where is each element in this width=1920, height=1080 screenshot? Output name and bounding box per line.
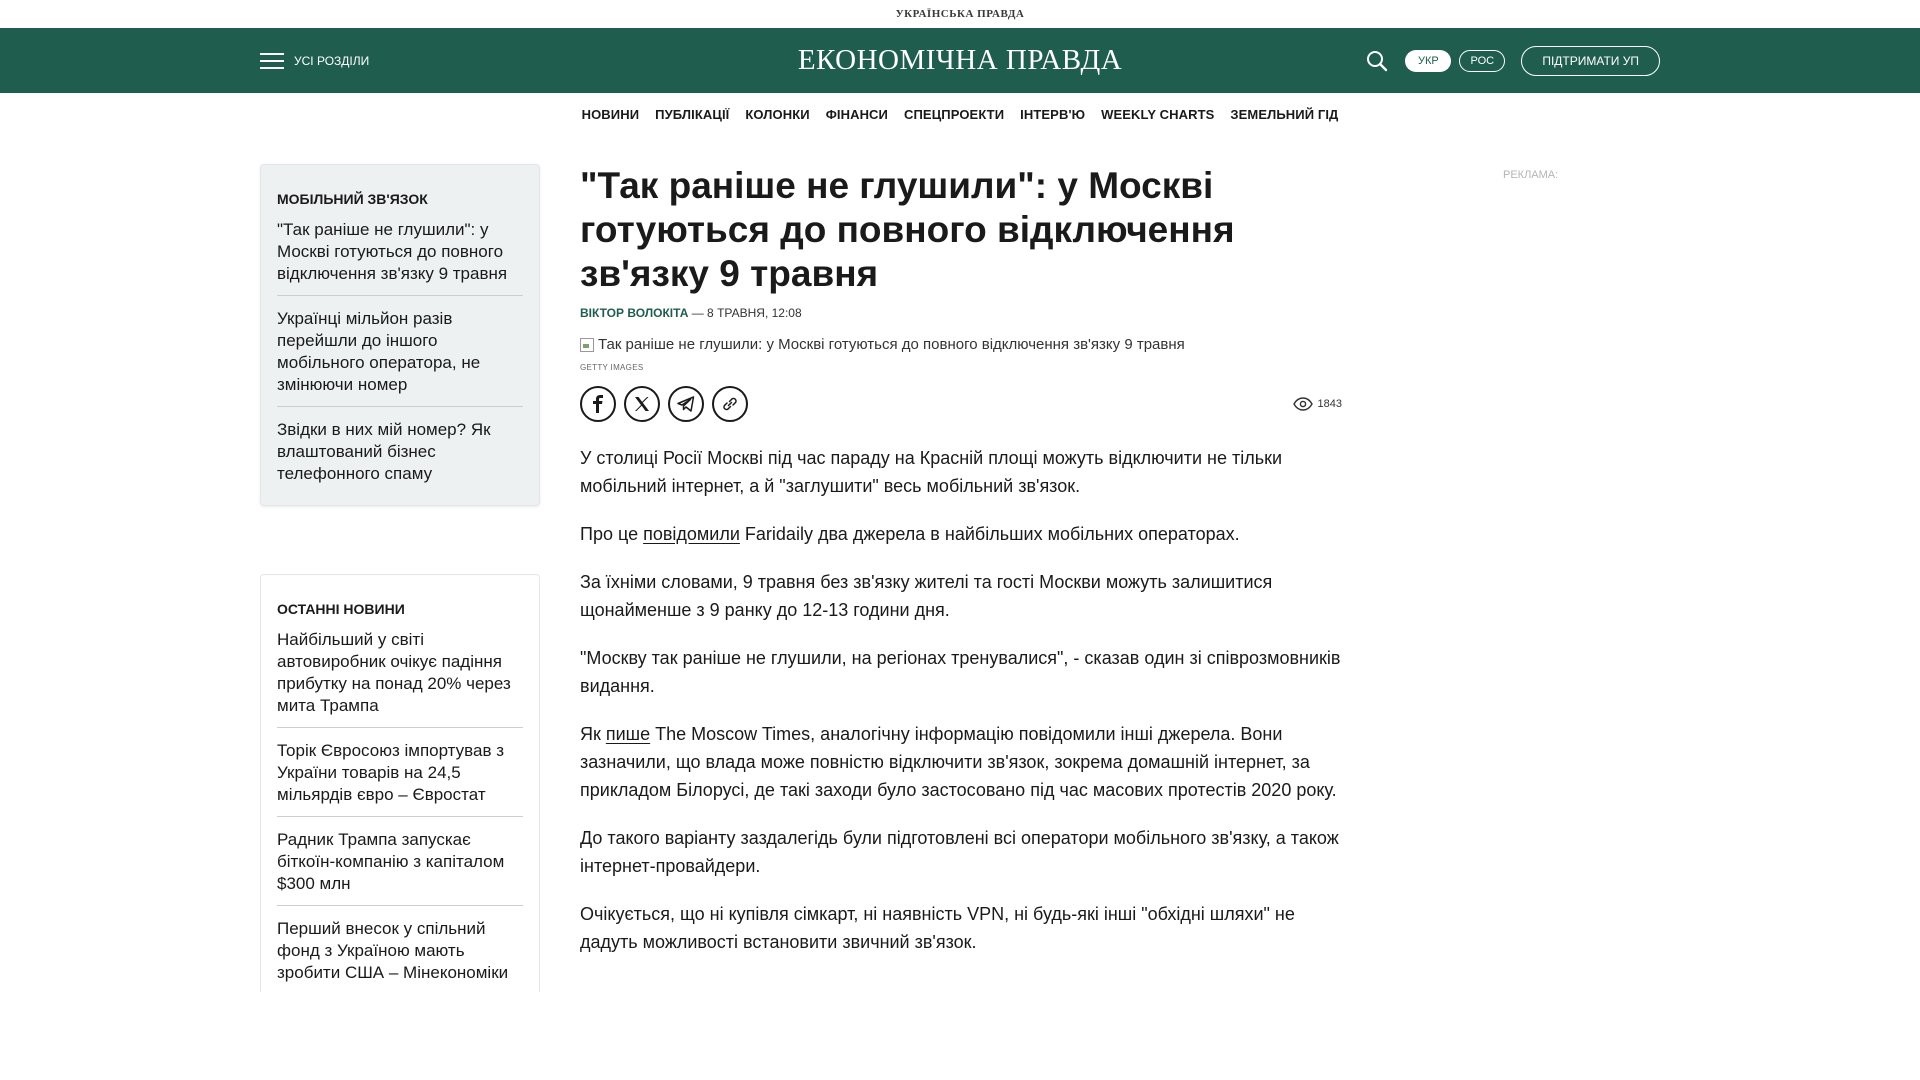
views-counter: [1293, 397, 1342, 411]
author-link[interactable]: ВІКТОР ВОЛОКІТА: [580, 306, 689, 320]
nav-item-finance[interactable]: ФІНАНСИ: [825, 106, 888, 122]
nav-item-publications[interactable]: ПУБЛІКАЦІЇ: [655, 106, 730, 122]
site-logo[interactable]: ЕКОНОМІЧНА ПРАВДА: [797, 44, 1123, 76]
nav-item-special-projects[interactable]: СПЕЦПРОЕКТИ: [904, 106, 1005, 122]
latest-news-item[interactable]: Найбільший у світі автовиробник очікує падіння прибутку на понад 20% через мита Трампа: [277, 629, 523, 728]
lang-ukr-button[interactable]: УКР: [1405, 50, 1451, 72]
source-link-moscow-times[interactable]: пише: [605, 724, 651, 744]
paragraph: [580, 720, 1342, 804]
article-date: — 8 ТРАВНЯ, 12:08: [688, 306, 802, 320]
nav-item-columns[interactable]: КОЛОНКИ: [745, 106, 810, 122]
paragraph: "Москву так раніше не глушили, на регіонах тренувалися", - сказав один зі співрозмовників видання.: [580, 648, 1341, 696]
article: [580, 164, 1342, 956]
article-body: [580, 444, 1342, 956]
lang-ros-button[interactable]: РОС: [1459, 50, 1505, 72]
ad-label: РЕКЛАМА:: [1503, 169, 1559, 181]
latest-news-title[interactable]: ОСТАННІ НОВИНИ: [277, 601, 405, 617]
paragraph: Очікується, що ні купівля сімкарт, ні наявність VPN, ні будь-які інші "обхідні шляхи" не дадуть можливості встановити звичний зв'язок.: [580, 904, 1295, 952]
main-nav: [0, 93, 1920, 135]
article-image-alt: Так раніше не глушили: у Москві готуються до повного відключення зв'язку 9 травня: [598, 336, 1185, 353]
menu-label: УСІ РОЗДІЛИ: [294, 53, 370, 68]
paragraph-text: Про це: [580, 524, 644, 544]
nav-item-news[interactable]: НОВИНИ: [581, 106, 640, 122]
telegram-share-icon[interactable]: [668, 386, 704, 422]
eye-icon: [1293, 397, 1313, 411]
pravda-brand-link[interactable]: УКРАЇНСЬКА ПРАВДА: [895, 8, 1025, 20]
nav-item-weekly-charts[interactable]: WEEKLY CHARTS: [1101, 106, 1215, 122]
article-image: [580, 336, 1342, 353]
all-sections-menu-button[interactable]: [260, 53, 369, 69]
x-share-icon[interactable]: [624, 386, 660, 422]
paragraph-text: Faridaily два джерела в найбільших мобільних операторах.: [739, 524, 1240, 544]
article-byline: [580, 306, 1342, 320]
paragraph-text: Як: [580, 724, 606, 744]
latest-news-item[interactable]: Перший внесок у спільний фонд з Україною мають зробити США – Мінекономіки: [277, 919, 509, 982]
nav-item-land-guide[interactable]: ЗЕМЕЛЬНИЙ ГІД: [1230, 106, 1339, 122]
latest-news-item[interactable]: Торік Євросоюз імпортував з України товарів на 24,5 мільярдів євро – Євростат: [277, 740, 523, 817]
facebook-share-icon[interactable]: [580, 386, 616, 422]
paragraph: До такого варіанту заздалегідь були підготовлені всі оператори мобільного зв'язку, а також інтернет-провайдери.: [580, 828, 1339, 876]
views-count: 1843: [1317, 398, 1342, 410]
latest-news-item[interactable]: Радник Трампа запускає біткоїн-компанію з капіталом $300 млн: [277, 829, 523, 906]
latest-news-card: [260, 574, 540, 992]
broken-image-icon: [580, 338, 594, 352]
site-header: [0, 28, 1920, 93]
paragraph: За їхніми словами, 9 травня без зв'язку жителі та гості Москви можуть залишитися щонайменше з 9 ранку до 12-13 години дня.: [580, 572, 1273, 620]
related-item[interactable]: Звідки в них мій номер? Як влаштований бізнес телефонного спаму: [277, 420, 491, 483]
copy-link-icon[interactable]: [712, 386, 748, 422]
search-icon[interactable]: [1363, 47, 1391, 75]
share-row: [580, 386, 1342, 422]
article-title: "Так раніше не глушили": у Москві готуються до повного відключення зв'язку 9 травня: [580, 165, 1235, 294]
nav-item-interviews[interactable]: ІНТЕРВ'Ю: [1020, 106, 1086, 122]
related-item[interactable]: Українці мільйон разів перейшли до іншого мобільного оператора, не змінюючи номер: [277, 308, 523, 407]
paragraph: У столиці Росії Москві під час параду на Красній площі можуть відключити не тільки мобільний інтернет, а й "заглушити" весь мобільний зв'язок.: [580, 448, 1283, 496]
paragraph: [580, 520, 1342, 548]
latest-news-sidebar: [260, 574, 540, 992]
hamburger-icon: [260, 53, 284, 69]
image-credit: GETTY IMAGES: [580, 363, 644, 372]
source-link-faridaily[interactable]: повідомили: [643, 524, 740, 544]
top-strip: [0, 0, 1920, 28]
support-button[interactable]: ПІДТРИМАТИ УП: [1521, 46, 1660, 76]
paragraph-text: The Moscow Times, аналогічну інформацію повідомили інші джерела. Вони зазначили, що влада може повністю відключити зв'язок, зокрема домашній інтернет, за прикладом Білорусі, де такі заходи було застосовано під час масових протестів 2020 року.: [580, 724, 1337, 800]
related-topic-sidebar: [260, 164, 540, 506]
related-item[interactable]: "Так раніше не глушили": у Москві готуються до повного відключення зв'язку 9 травня: [277, 219, 523, 296]
related-card: [260, 164, 540, 506]
related-card-title[interactable]: МОБІЛЬНИЙ ЗВ'ЯЗОК: [277, 191, 428, 207]
